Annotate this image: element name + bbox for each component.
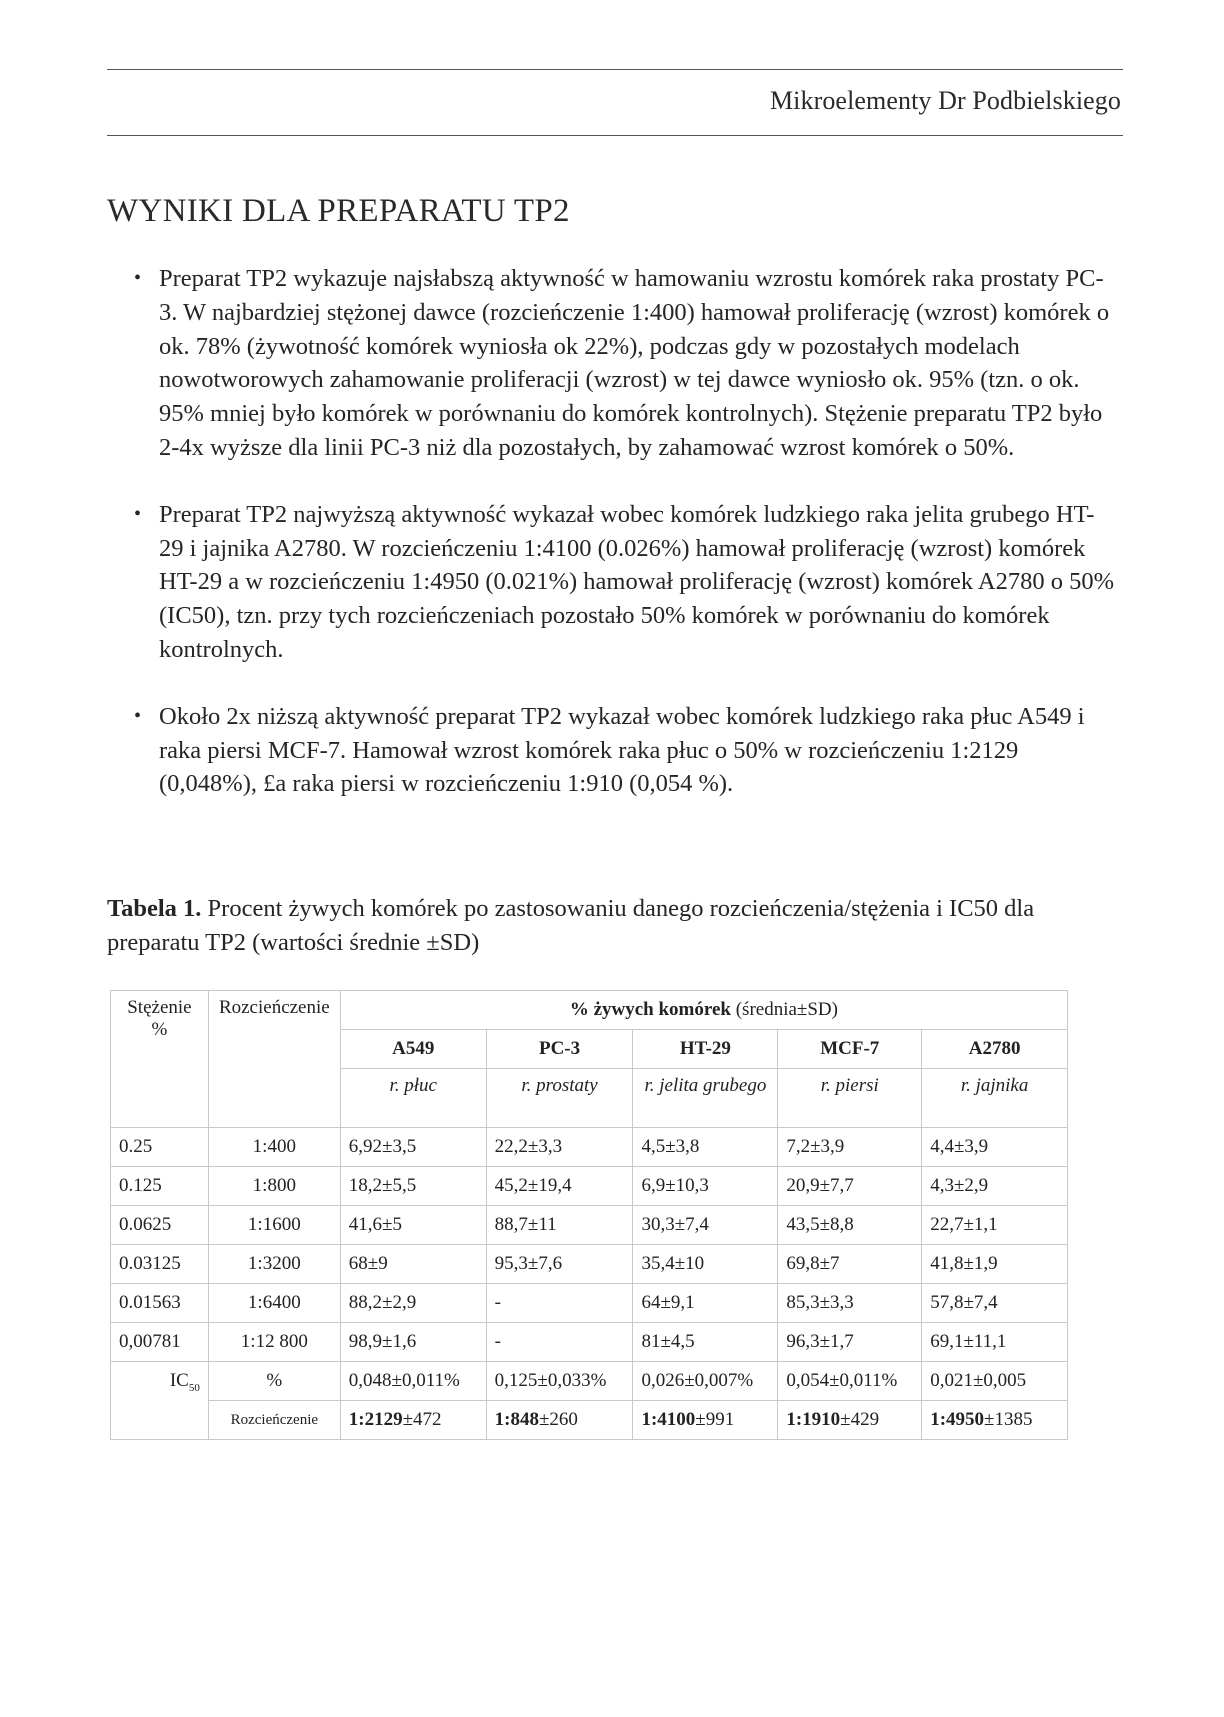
ic50-percent-value: 0,021±0,005 [922, 1362, 1068, 1401]
finding-text: Około 2x niższą aktywność preparat TP2 wykazał wobec komórek ludzkiego raka płuc A549 i raka piersi MCF-7. Hamował wzrost komórek raka płuc o 50% w rozcieńczeniu 1:2129 (0,048%), £a raka piersi w rozcieńczeniu 1:910 (0,054 %). [159, 702, 1085, 798]
cell-dilution: 1:800 [208, 1167, 340, 1206]
cell-value: 4,4±3,9 [922, 1128, 1068, 1167]
table-row [111, 1245, 1068, 1284]
col-header-cell-line: HT-29 [633, 1030, 778, 1069]
cell-value: 41,6±5 [340, 1206, 486, 1245]
cell-value: 43,5±8,8 [778, 1206, 922, 1245]
cell-value: 64±9,1 [633, 1284, 778, 1323]
finding-text: Preparat TP2 najwyższą aktywność wykazał wobec komórek ludzkiego raka jelita grubego HT-29 i jajnika A2780. W rozcieńczeniu 1:4100 (0.026%) hamował proliferację (wzrost) komórek HT-29 a w rozcieńczeniu 1:4950 (0.021%) hamował proliferację (wzrost) komórek A2780 o 50% (IC50), tzn. przy tych rozcieńczeniach pozostało 50% komórek w porównaniu do komórek kontrolnych. [159, 500, 1114, 663]
finding-item [107, 498, 1117, 667]
cell-value: 98,9±1,6 [340, 1323, 486, 1362]
cell-dilution: 1:400 [208, 1128, 340, 1167]
col-header-tissue: r. jajnika [922, 1069, 1068, 1128]
cell-value: 6,92±3,5 [340, 1128, 486, 1167]
ic50-dilution-value: 1:4950±1385 [922, 1401, 1068, 1440]
cell-dilution: 1:1600 [208, 1206, 340, 1245]
cell-value: 4,5±3,8 [633, 1128, 778, 1167]
table-row [111, 1284, 1068, 1323]
ic50-dilution-value: 1:1910±429 [778, 1401, 922, 1440]
cell-value: 22,7±1,1 [922, 1206, 1068, 1245]
cell-value: 69,8±7 [778, 1245, 922, 1284]
cell-value: 6,9±10,3 [633, 1167, 778, 1206]
finding-text: Preparat TP2 wykazuje najsłabszą aktywność w hamowaniu wzrostu komórek raka prostaty PC-3. W najbardziej stężonej dawce (rozcieńczenie 1:400) hamował proliferację (wzrost) komórek o ok. 78% (żywotność komórek wyniosła ok 22%), podczas gdy w pozostałych modelach nowotworowych zahamowanie proliferacji (wzrost) w tej dawce wyniosło ok. 95% (tzn. o ok. 95% mniej było komórek w porównaniu do komórek kontrolnych). Stężenie preparatu TP2 było 2-4x wyższe dla linii PC-3 niż dla pozostałych, by zahamować wzrost komórek o 50%. [159, 265, 1110, 461]
col-header-cell-line: A549 [340, 1030, 486, 1069]
bullet-icon: • [134, 704, 142, 727]
col-header-cell-line: MCF-7 [778, 1030, 922, 1069]
cell-value: 35,4±10 [633, 1245, 778, 1284]
col-header-tissue: r. piersi [778, 1069, 922, 1128]
cell-value: 7,2±3,9 [778, 1128, 922, 1167]
cell-value: 81±4,5 [633, 1323, 778, 1362]
cell-concentration: 0,00781 [111, 1323, 209, 1362]
cell-dilution: 1:6400 [208, 1284, 340, 1323]
ic50-dilution-row [111, 1401, 1068, 1440]
cell-concentration: 0.0625 [111, 1206, 209, 1245]
cell-value: - [486, 1284, 633, 1323]
cell-value: 20,9±7,7 [778, 1167, 922, 1206]
cell-value: 95,3±7,6 [486, 1245, 633, 1284]
cell-value: 88,7±11 [486, 1206, 633, 1245]
results-table [110, 990, 1068, 1440]
ic50-percent-value: 0,048±0,011% [340, 1362, 486, 1401]
cell-concentration: 0.25 [111, 1128, 209, 1167]
ic50-percent-label: % [208, 1362, 340, 1401]
cell-dilution: 1:12 800 [208, 1323, 340, 1362]
bullet-icon: • [134, 267, 142, 289]
cell-value: 4,3±2,9 [922, 1167, 1068, 1206]
cell-value: 85,3±3,3 [778, 1284, 922, 1323]
col-header-tissue: r. jelita grubego [633, 1069, 778, 1128]
col-header-tissue: r. płuc [340, 1069, 486, 1128]
table-caption [107, 892, 1107, 960]
section-title: WYNIKI DLA PREPARATU TP2 [107, 193, 570, 229]
col-header-concentration: Stężenie % [111, 991, 209, 1128]
cell-value: - [486, 1323, 633, 1362]
ic50-dilution-label: Rozcieńczenie [208, 1401, 340, 1440]
ic50-dilution-value: 1:848±260 [486, 1401, 633, 1440]
cell-value: 88,2±2,9 [340, 1284, 486, 1323]
bullet-icon: • [134, 502, 142, 525]
table-row [111, 1128, 1068, 1167]
finding-item [107, 700, 1117, 801]
table-caption-text: Procent żywych komórek po zastosowaniu danego rozcieńczenia/stężenia i IC50 dla preparatu TP2 (wartości średnie ±SD) [107, 895, 1035, 956]
cell-value: 57,8±7,4 [922, 1284, 1068, 1323]
cell-concentration: 0.01563 [111, 1284, 209, 1323]
finding-item [107, 262, 1117, 465]
ic50-percent-value: 0,026±0,007% [633, 1362, 778, 1401]
findings-list [107, 262, 1117, 834]
ic50-percent-value: 0,054±0,011% [778, 1362, 922, 1401]
cell-value: 18,2±5,5 [340, 1167, 486, 1206]
col-header-cell-line: A2780 [922, 1030, 1068, 1069]
cell-value: 69,1±11,1 [922, 1323, 1068, 1362]
cell-value: 96,3±1,7 [778, 1323, 922, 1362]
ic50-dilution-value: 1:2129±472 [340, 1401, 486, 1440]
ic50-percent-row [111, 1362, 1068, 1401]
col-header-tissue: r. prostaty [486, 1069, 633, 1128]
cell-value: 41,8±1,9 [922, 1245, 1068, 1284]
col-header-cell-line: PC-3 [486, 1030, 633, 1069]
table-caption-label: Tabela 1. [107, 895, 202, 922]
cell-concentration: 0.125 [111, 1167, 209, 1206]
table-row [111, 1206, 1068, 1245]
col-header-dilution: Rozcieńczenie [208, 991, 340, 1128]
cell-dilution: 1:3200 [208, 1245, 340, 1284]
cell-concentration: 0.03125 [111, 1245, 209, 1284]
col-group-header: % żywych komórek (średnia±SD) [340, 991, 1067, 1030]
running-head: Mikroelementy Dr Podbielskiego [769, 86, 1121, 115]
table-row [111, 1323, 1068, 1362]
header-bottom-rule [107, 135, 1123, 136]
ic50-label: $IC_{50}$ [111, 1362, 209, 1440]
cell-value: 30,3±7,4 [633, 1206, 778, 1245]
table-row [111, 1167, 1068, 1206]
table-header-row [111, 991, 1068, 1030]
cell-value: 22,2±3,3 [486, 1128, 633, 1167]
ic50-percent-value: 0,125±0,033% [486, 1362, 633, 1401]
cell-value: 68±9 [340, 1245, 486, 1284]
ic50-dilution-value: 1:4100±991 [633, 1401, 778, 1440]
header-top-rule [107, 69, 1123, 70]
cell-value: 45,2±19,4 [486, 1167, 633, 1206]
